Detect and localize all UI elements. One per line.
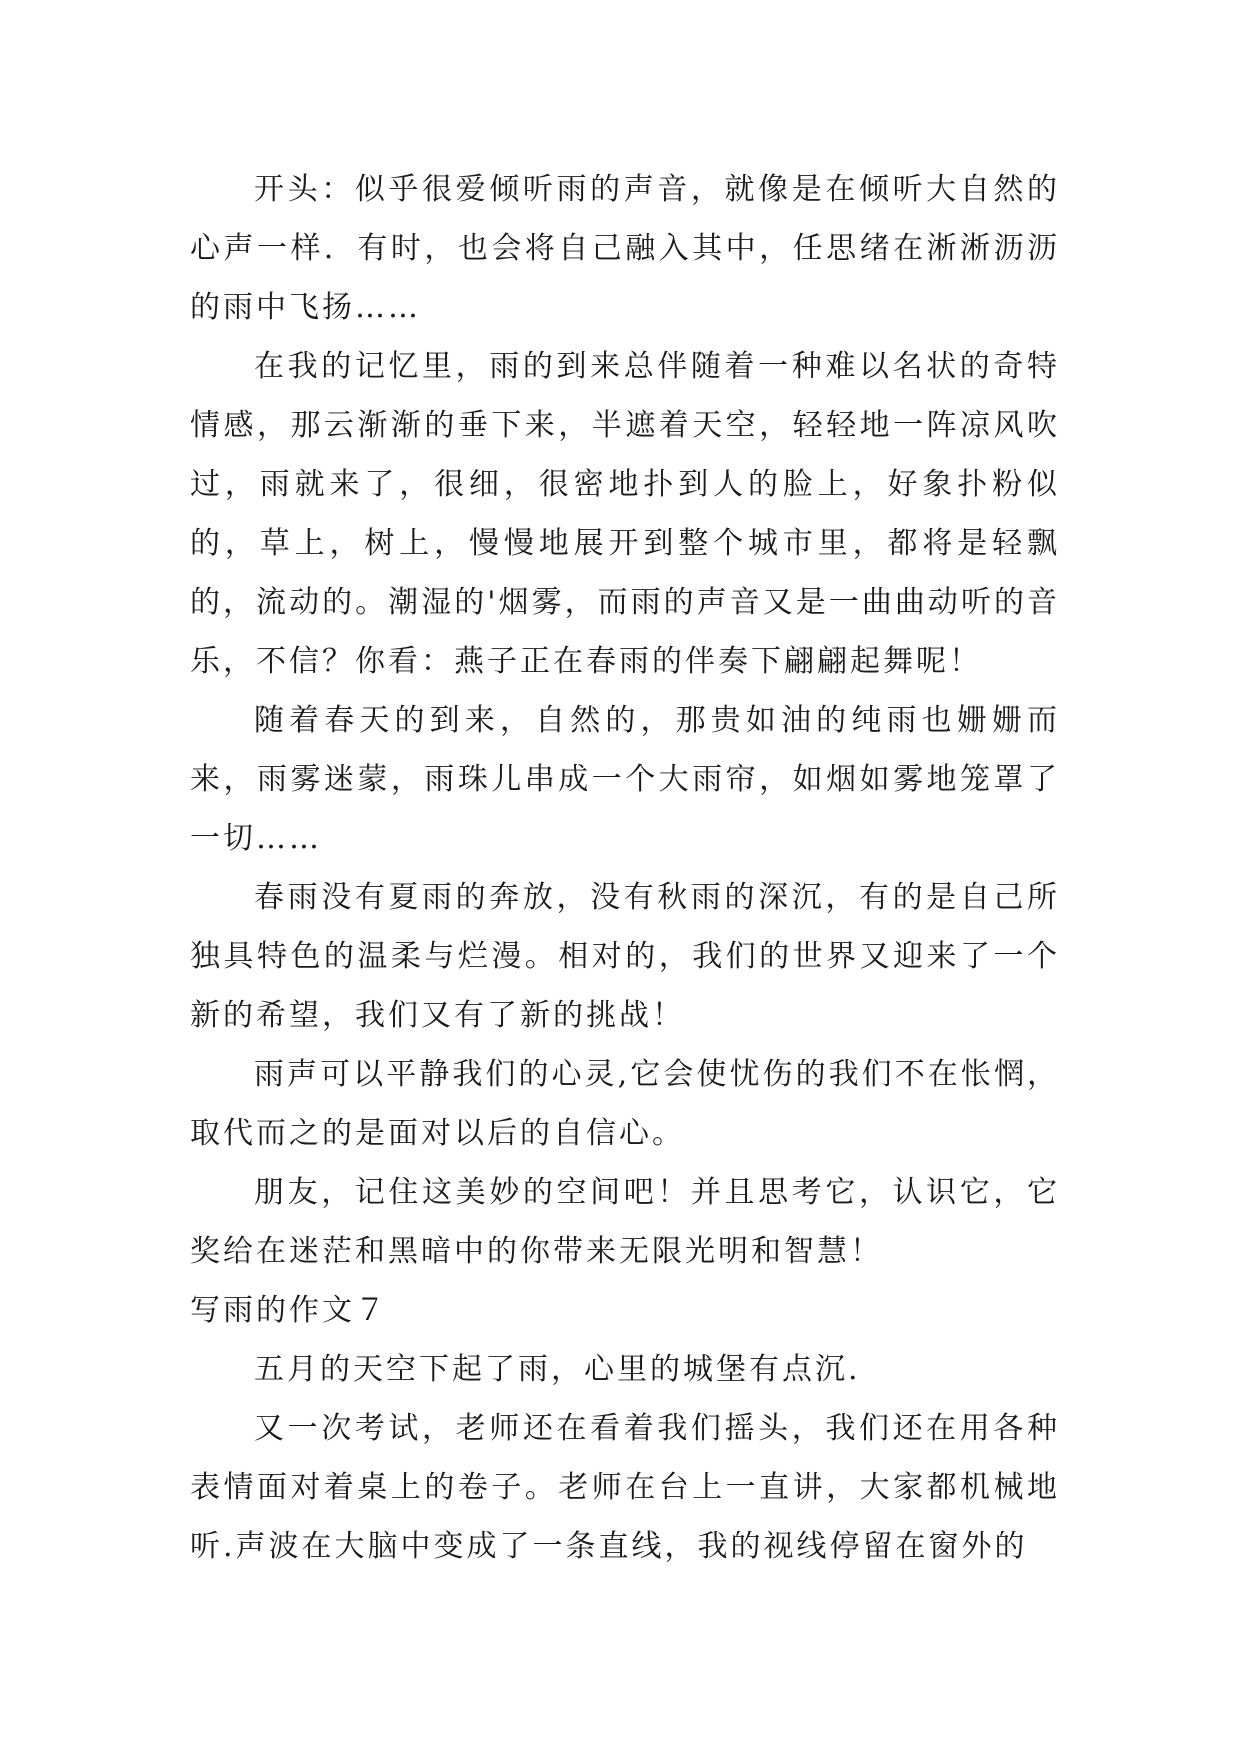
paragraph-rain-sound: 雨声可以平静我们的心灵,它会使忧伤的我们不在怅惘，取代而之的是面对以后的自信心。 [190,1057,1060,1151]
paragraph-may-sky: 五月的天空下起了雨，心里的城堡有点沉. [254,1352,861,1387]
paragraph-exam: 又一次考试，老师还在看着我们摇头，我们还在用各种表情面对着桌上的卷子。老师在台上一直讲，大家都机械地听.声波在大脑中变成了一条直线，我的视线停留在窗外的 [190,1411,1060,1564]
essay-heading: 写雨的作文７ [190,1293,388,1328]
document-page [190,160,1060,1576]
paragraph-spring-arrival: 随着春天的到来，自然的，那贵如油的纯雨也姗姗而来，雨雾迷蒙，雨珠儿串成一个大雨帘，如烟如雾地笼罩了一切…… [190,703,1060,856]
paragraph-memory: 在我的记忆里，雨的到来总伴随着一种难以名状的奇特情感，那云渐渐的垂下来，半遮着天空，轻轻地一阵凉风吹过，雨就来了，很细，很密地扑到人的脸上，好象扑粉似的，草上，树上，慢慢地展开到整个城市里，都将是轻飘的，流动的。潮湿的'烟雾，而雨的声音又是一曲曲动听的音乐，不信？你看：燕子正在春雨的伴奏下翩翩起舞呢！ [190,349,1060,679]
paragraph-friend: 朋友，记住这美妙的空间吧！并且思考它，认识它，它奖给在迷茫和黑暗中的你带来无限光明和智慧！ [190,1175,1060,1269]
paragraph-intro: 开头：似乎很爱倾听雨的声音，就像是在倾听大自然的心声一样．有时，也会将自己融入其中，任思绪在淅淅沥沥的雨中飞扬…… [190,172,1060,325]
paragraph-spring-rain: 春雨没有夏雨的奔放，没有秋雨的深沉，有的是自己所独具特色的温柔与烂漫。相对的，我们的世界又迎来了一个新的希望，我们又有了新的挑战！ [190,880,1060,1033]
